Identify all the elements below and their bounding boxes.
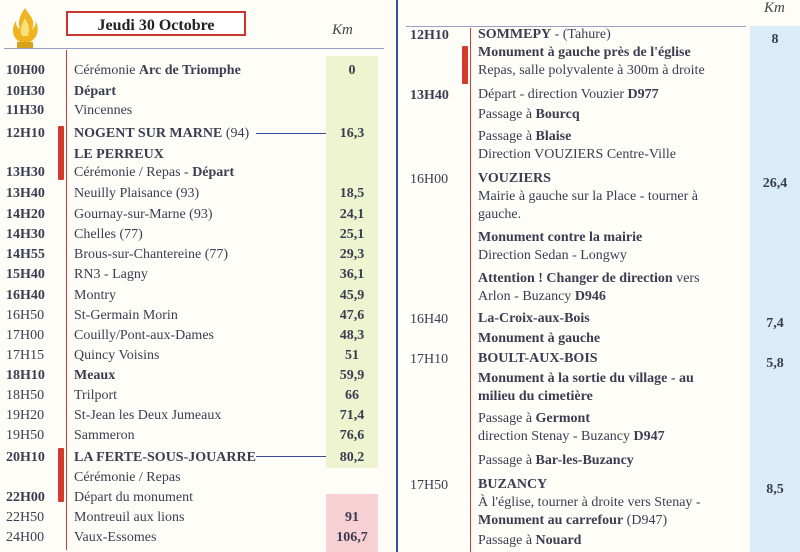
row-line [478, 310, 748, 328]
row-time: 13H40 [410, 88, 449, 103]
row-time: 15H40 [6, 267, 45, 282]
timeline-line-left [66, 50, 67, 550]
row-line [478, 247, 748, 265]
row-desc [74, 101, 132, 121]
row-desc [74, 386, 117, 406]
row-desc [478, 310, 748, 328]
row-desc [74, 145, 164, 165]
row-text-bold: BUZANCY [478, 477, 548, 492]
row-text: Mairie à gauche sur la Place - tourner à [478, 189, 699, 204]
row-text-bold: Attention ! Changer de direction [478, 271, 673, 286]
row-km: 106,7 [336, 530, 368, 545]
row-line [478, 128, 748, 146]
row-text: Vincennes [74, 103, 133, 118]
row-text: Neuilly Plaisance (93) [74, 186, 200, 201]
row-km: 36,1 [339, 267, 365, 282]
row-km: 71,4 [339, 408, 365, 423]
row-text-bold: Bar-les-Buzancy [535, 453, 634, 468]
row-desc [478, 370, 748, 406]
row-line [478, 170, 748, 188]
row-text: À l'église, tourner à droite vers Stenay - [478, 495, 701, 510]
row-line [478, 476, 748, 494]
row-text-bold: VOUZIERS [478, 171, 551, 186]
row-text: Arlon - Buzancy [478, 289, 575, 304]
timeline-line-right [470, 28, 471, 552]
row-text: Départ - direction Vouzier [478, 87, 628, 102]
row-text: Brous-sur-Chantereine (77) [74, 247, 229, 262]
row-desc [74, 528, 156, 548]
row-text: Départ du monument [74, 490, 193, 505]
row-time: 12H10 [6, 126, 45, 141]
row-text-bold: LA FERTE-SOUS-JOUARRE [74, 450, 256, 465]
highlight-bar [58, 126, 64, 180]
row-text: Repas, salle polyvalente à 300m à droite [478, 63, 705, 78]
km-header-right: Km [764, 0, 785, 16]
row-text: Cérémonie [74, 63, 139, 78]
row-text: St-Germain Morin [74, 308, 178, 323]
row-km: 7,4 [766, 316, 784, 331]
row-desc [74, 286, 116, 306]
km-column-right [750, 26, 800, 552]
row-line [478, 229, 748, 247]
row-desc [478, 410, 748, 446]
row-time: 17H10 [410, 352, 449, 367]
row-text: Cérémonie / Repas [74, 470, 181, 485]
row-time: 17H50 [410, 478, 449, 493]
row-line [478, 62, 748, 80]
row-desc [478, 86, 748, 104]
row-text: (94) [222, 126, 250, 141]
row-desc [74, 366, 115, 386]
km-header-left: Km [332, 22, 353, 38]
row-time: 13H30 [6, 165, 45, 180]
row-desc [74, 346, 159, 366]
row-line [478, 330, 748, 348]
row-text-bold: Nouard [535, 533, 582, 548]
row-line [478, 532, 748, 550]
row-text-bold: Départ [192, 165, 235, 180]
row-text: Passage à [478, 453, 536, 468]
row-desc [74, 406, 221, 426]
row-text: Sammeron [74, 428, 135, 443]
row-km: 59,9 [339, 368, 365, 383]
row-text-bold: Départ [74, 84, 116, 99]
row-time: 22H00 [6, 490, 45, 505]
row-text: direction Stenay - Buzancy [478, 429, 634, 444]
row-text-bold: Germont [535, 411, 590, 426]
row-time: 13H40 [6, 186, 45, 201]
row-text: Direction VOUZIERS Centre-Ville [478, 147, 676, 162]
row-text: Direction Sedan - Longwy [478, 248, 627, 263]
row-text-bold: Monument à gauche [478, 331, 601, 346]
row-text-bold: milieu du cimetière [478, 389, 593, 404]
row-line [478, 86, 748, 104]
row-text-bold: SOMMEPY [478, 27, 552, 42]
row-text: vers [672, 271, 700, 286]
connector-line [256, 456, 326, 457]
row-desc [478, 350, 748, 368]
row-text-bold: NOGENT SUR MARNE [74, 126, 223, 141]
row-desc [74, 184, 199, 204]
row-line [478, 512, 748, 530]
row-time: 10H30 [6, 84, 45, 99]
row-text-bold: Monument à la sortie du village - au [478, 371, 694, 386]
row-line [478, 370, 748, 388]
highlight-bar [58, 448, 64, 502]
row-text-bold: Monument contre la mairie [478, 230, 643, 245]
divider [4, 48, 384, 49]
row-text: Couilly/Pont-aux-Dames [74, 328, 214, 343]
row-text: Vaux-Essomes [74, 530, 157, 545]
row-line [478, 206, 748, 224]
row-time: 14H55 [6, 247, 45, 262]
row-desc [74, 225, 143, 245]
row-text-bold: Bourcq [535, 107, 580, 122]
row-desc [74, 205, 213, 225]
connector-line [256, 133, 326, 134]
row-line [478, 146, 748, 164]
row-time: 12H10 [410, 28, 449, 43]
row-text: Passage à [478, 411, 536, 426]
row-desc [478, 270, 748, 306]
row-line [478, 350, 748, 368]
row-time: 19H50 [6, 428, 45, 443]
row-time: 14H30 [6, 227, 45, 242]
row-line [478, 26, 748, 44]
row-desc [478, 44, 748, 80]
row-line [478, 410, 748, 428]
row-text-bold: LE PERREUX [74, 147, 164, 162]
row-line [478, 106, 748, 124]
row-km: 0 [348, 63, 356, 78]
flame-logo [8, 6, 42, 50]
row-desc [478, 532, 748, 550]
row-line [478, 452, 748, 470]
row-time: 14H20 [6, 207, 45, 222]
row-text-bold: La-Croix-aux-Bois [478, 311, 590, 326]
row-text: (D947) [623, 513, 668, 528]
row-km: 25,1 [339, 227, 365, 242]
row-time: 20H10 [6, 450, 45, 465]
row-text: gauche. [478, 207, 522, 222]
row-desc [74, 265, 148, 285]
row-desc [74, 163, 234, 183]
row-km: 8,5 [766, 482, 784, 497]
row-text: St-Jean les Deux Jumeaux [74, 408, 222, 423]
row-desc [74, 124, 249, 144]
row-line [478, 428, 748, 446]
highlight-bar [462, 46, 468, 84]
row-desc [478, 229, 748, 265]
row-km: 5,8 [766, 356, 784, 371]
row-time: 16H40 [410, 312, 449, 327]
row-desc [74, 426, 135, 446]
row-time: 18H50 [6, 388, 45, 403]
row-line [478, 44, 748, 62]
row-desc [74, 82, 116, 102]
row-text-bold: Meaux [74, 368, 116, 383]
row-text: Gournay-sur-Marne (93) [74, 207, 213, 222]
row-text-bold: Monument au carrefour [478, 513, 624, 528]
row-time: 16H00 [410, 172, 449, 187]
row-km: 80,2 [339, 450, 365, 465]
row-km: 91 [345, 510, 359, 525]
row-km: 48,3 [339, 328, 365, 343]
row-time: 24H00 [6, 530, 45, 545]
row-desc [74, 468, 181, 488]
row-km: 66 [345, 388, 359, 403]
row-km: 26,4 [762, 176, 788, 191]
row-desc [478, 128, 748, 164]
row-desc [74, 61, 241, 81]
row-time: 17H15 [6, 348, 45, 363]
row-km: 16,3 [339, 126, 365, 141]
row-line [478, 494, 748, 512]
row-text: Montry [74, 288, 116, 303]
row-desc [74, 326, 214, 346]
row-km: 18,5 [339, 186, 365, 201]
row-text: Trilport [74, 388, 118, 403]
row-desc [74, 488, 193, 508]
row-time: 19H20 [6, 408, 45, 423]
row-text-bold: Arc de Triomphe [138, 63, 241, 78]
row-km: 29,3 [339, 247, 365, 262]
row-line [478, 270, 748, 288]
row-desc [478, 170, 748, 224]
row-desc [478, 476, 748, 530]
row-km: 45,9 [339, 288, 365, 303]
row-time: 16H50 [6, 308, 45, 323]
row-time: 10H00 [6, 63, 45, 78]
row-text: Chelles (77) [74, 227, 143, 242]
row-text: Montreuil aux lions [74, 510, 185, 525]
row-text: Quincy Voisins [74, 348, 160, 363]
row-time: 18H10 [6, 368, 45, 383]
row-km: 76,6 [339, 428, 365, 443]
date-header: Jeudi 30 Octobre [66, 11, 246, 36]
row-text-bold: D946 [574, 289, 606, 304]
row-text-bold: Monument à gauche près de l'église [478, 45, 691, 60]
row-line [478, 388, 748, 406]
row-line [478, 288, 748, 306]
row-time: 16H40 [6, 288, 45, 303]
row-line [478, 188, 748, 206]
row-text-bold: Blaise [535, 129, 572, 144]
row-text-bold: D947 [633, 429, 665, 444]
row-time: 22H50 [6, 510, 45, 525]
row-text-bold: BOULT-AUX-BOIS [478, 351, 598, 366]
row-desc [74, 306, 178, 326]
row-text: Passage à [478, 129, 536, 144]
row-text: - (Tahure) [551, 27, 611, 42]
row-desc [478, 330, 748, 348]
row-text: Passage à [478, 107, 536, 122]
row-km: 8 [771, 32, 779, 47]
row-text: Passage à [478, 533, 536, 548]
row-text: RN3 - Lagny [74, 267, 148, 282]
row-desc [74, 448, 256, 468]
row-time: 11H30 [6, 103, 45, 118]
row-time: 17H00 [6, 328, 45, 343]
row-desc [478, 26, 748, 44]
row-km: 51 [345, 348, 359, 363]
row-desc [478, 452, 748, 470]
row-km: 24,1 [339, 207, 365, 222]
row-desc [74, 245, 228, 265]
row-text-bold: D977 [627, 87, 659, 102]
row-desc [478, 106, 748, 124]
row-text: Cérémonie / Repas - [74, 165, 193, 180]
column-divider [396, 0, 398, 552]
row-km: 47,6 [339, 308, 365, 323]
row-desc [74, 508, 184, 528]
